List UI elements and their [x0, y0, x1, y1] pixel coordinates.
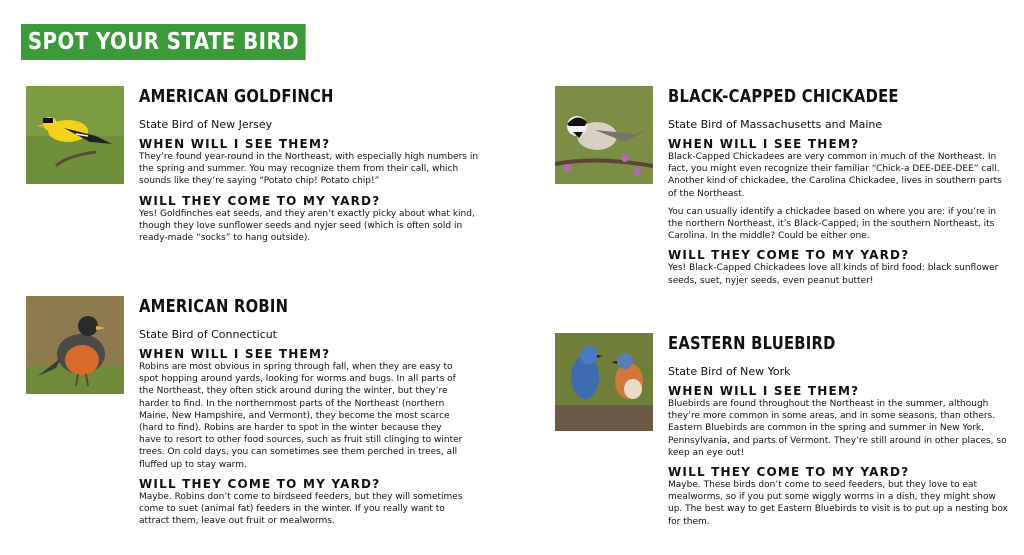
page-title-banner	[21, 24, 306, 60]
robin-yard-heading: WILL THEY COME TO MY YARD?	[139, 476, 381, 491]
robin-when-heading: WHEN WILL I SEE THEM?	[139, 347, 331, 361]
goldfinch-when-text: They’re found year-round in the Northeast, with especially high numbers in the spring and summer. You may recognize them from their call, which sounds like they’re saying “Potato chip! Potato chip!”	[139, 152, 479, 187]
bluebird-photo	[555, 333, 653, 431]
robin-section	[139, 296, 464, 533]
chickadee-identify-text: You can usually identify a chickadee based on where you are: if you’re in the northern Northeast, it’s Black-Capped; in the southern Northeast, its Carolina. In the middle? Could be either one.	[668, 206, 997, 242]
bluebird-when-heading: WHEN WILL I SEE THEM?	[668, 384, 860, 398]
bluebird-section	[668, 333, 1008, 534]
bluebird-image	[555, 333, 653, 431]
robin-image	[26, 296, 124, 394]
chickadee-when-text: Black-Capped Chickadees are very common in much of the Northeast. In fact, you might even recognize their familiar “Chick-a DEE-DEE-DEE” call. Another kind of chickadee, the Carolina Chickadee, lives in southern parts of the Northeast.	[668, 152, 1002, 199]
robin-yard-text: Maybe. Robins don’t come to birdseed feeders, but they will sometimes come to suet (animal fat) feeders in the winter. If you really want to attract them, leave out fruit or mealworms.	[139, 491, 463, 527]
goldfinch-when-heading: WHEN WILL I SEE THEM?	[139, 137, 331, 151]
chickadee-section	[668, 86, 1008, 293]
chickadee-when-heading: WHEN WILL I SEE THEM?	[668, 137, 860, 151]
bluebird-yard-heading: WILL THEY COME TO MY YARD?	[668, 465, 910, 480]
goldfinch-state: State Bird of New Jersey	[139, 118, 273, 131]
bluebird-state: State Bird of New York	[668, 365, 791, 378]
goldfinch-title: AMERICAN GOLDFINCH	[139, 86, 334, 107]
goldfinch-yard-heading: WILL THEY COME TO MY YARD?	[139, 193, 381, 208]
chickadee-image	[555, 86, 653, 184]
bluebird-title: EASTERN BLUEBIRD	[668, 333, 836, 354]
robin-state: State Bird of Connecticut	[139, 328, 277, 341]
chickadee-yard-text: Yes! Black-Capped Chickadees love all kinds of bird food: black sunflower seeds, suet, nyjer seeds, even peanut butter!	[668, 263, 999, 286]
goldfinch-section	[139, 86, 479, 250]
robin-when-text: Robins are most obvious in spring through fall, when they are easy to spot hopping around yards, looking for worms and bugs. In all parts of the Northeast, they often stick around during the winter, but they’re harder to find. In the northernmost parts of the Northeast (northern Maine, New Hampshire, and Vermont), they become the most scarce (hard to find). Robins are harder to spot in the winter because they have to resort to other food sources, such as fruit still clinging to winter trees. On cold days, you can sometimes see them perched in trees, all fluffed up to stay warm.	[139, 362, 463, 470]
chickadee-yard-heading: WILL THEY COME TO MY YARD?	[668, 248, 910, 263]
robin-title: AMERICAN ROBIN	[139, 296, 289, 317]
robin-photo	[26, 296, 124, 394]
goldfinch-image	[26, 86, 124, 184]
goldfinch-yard-text: Yes! Goldfinches eat seeds, and they aren’t exactly picky about what kind, though they love sunflower seeds and nyjer seed (which is often sold in ready-made “socks” to hang outside).	[139, 208, 475, 244]
bluebird-when-text: Bluebirds are found throughout the Northeast in the summer, although they’re more common in some areas, and in some seasons, than others. Eastern Bluebirds are common in the spring and summer in New York, Pennsylvania, and parts of Vermont. They’re still around in other places, so keep an eye out!	[668, 399, 1007, 458]
chickadee-photo	[555, 86, 653, 184]
chickadee-state: State Bird of Massachusetts and Maine	[668, 118, 883, 131]
goldfinch-photo	[26, 86, 124, 184]
page-title: SPOT YOUR STATE BIRD	[27, 29, 299, 55]
chickadee-title: BLACK-CAPPED CHICKADEE	[668, 86, 899, 107]
bluebird-yard-text: Maybe. These birds don’t come to seed feeders, but they love to eat mealworms, so if you put some wiggly worms in a dish, they might show up. The best way to get Eastern Bluebirds to visit is to put up a nesting box for them.	[668, 480, 1008, 527]
